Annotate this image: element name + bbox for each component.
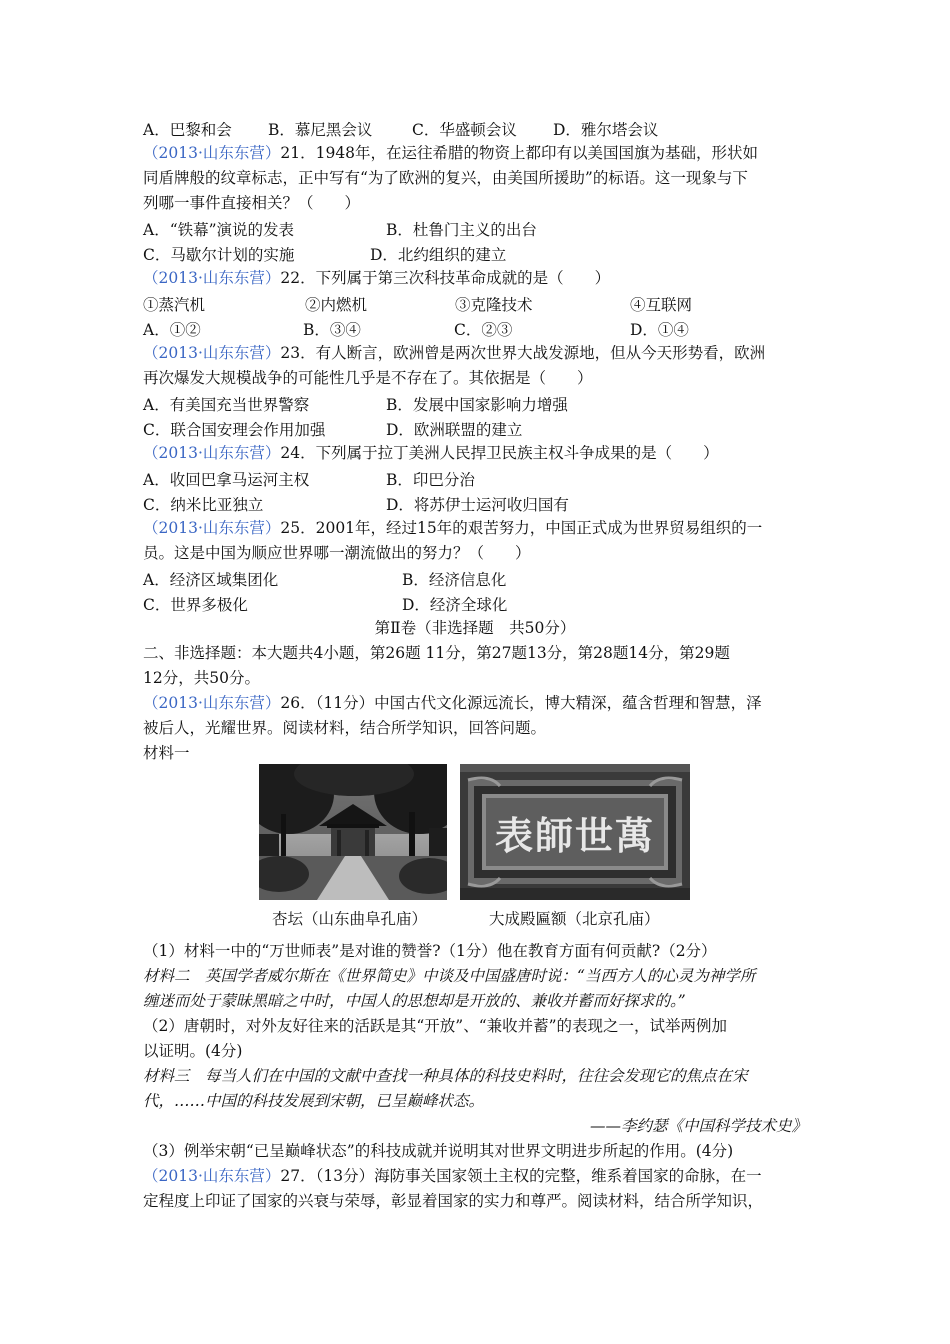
- q24-option-a: A．收回巴拿马运河主权: [143, 471, 310, 489]
- q20-option-c: C．华盛顿会议: [412, 121, 517, 139]
- q22-item-3: ③克隆技术: [455, 296, 533, 314]
- q26-question-3: （3）例举宋朝“已呈巅峰状态”的科技成就并说明其对世界文明进步所起的作用。(4分): [143, 1142, 734, 1160]
- q24-option-d: D．将苏伊士运河收归国有: [386, 496, 569, 514]
- q22-item-4: ④互联网: [630, 296, 693, 314]
- q25-stem-line1: （2013·山东东营）25．2001年，经过15年的艰苦努力，中国正式成为世界贸易组织的一: [143, 519, 763, 537]
- q21-option-d: D．北约组织的建立: [370, 246, 507, 264]
- q26-source: （2013·山东东营）: [143, 694, 281, 712]
- section2-intro-line1: 二、非选择题：本大题共4小题，第26题 11分，第27题13分，第28题14分，第29题: [143, 644, 730, 662]
- q26-material1-label: 材料一: [143, 744, 190, 762]
- q21-source: （2013·山东东营）: [143, 144, 281, 162]
- q23-stem-line2: 再次爆发大规模战争的可能性几乎是不存在了。其依据是（ ）: [143, 369, 593, 387]
- q21-option-b: B．杜鲁门主义的出台: [386, 221, 537, 239]
- q25-option-d: D．经济全球化: [402, 596, 508, 614]
- q22-option-c: C．②③: [454, 321, 513, 339]
- section2-intro-line2: 12分，共50分。: [143, 669, 260, 687]
- q26-question-2-line1: （2）唐朝时，对外友好往来的活跃是其“开放”、“兼收并蓄”的表现之一，试举两例加: [143, 1017, 728, 1035]
- q21-stem-line1: （2013·山东东营）21．1948年，在运往希腊的物资上都印有以美国国旗为基础，形状如: [143, 144, 759, 162]
- q23-stem-line1: （2013·山东东营）23．有人断言，欧洲曾是两次世界大战发源地，但从今天形势看，欧洲: [143, 344, 766, 362]
- xingtan-photo: [259, 764, 447, 900]
- q26-material3-line1: 材料三 每当人们在中国的文献中查找一种具体的科技史料时，往往会发现它的焦点在宋: [143, 1067, 748, 1085]
- q27-stem-line1: （2013·山东东营）27．（13分）海防事关国家领土主权的完整，维系着国家的命脉，在一: [143, 1167, 762, 1185]
- q21-stem-line3: 列哪一事件直接相关？（ ）: [143, 194, 361, 212]
- q21-option-a: A．“铁幕”演说的发表: [143, 221, 295, 239]
- q24-option-b: B．印巴分治: [386, 471, 475, 489]
- q26-stem-line2: 被后人，光耀世界。阅读材料，结合所学知识，回答问题。: [143, 719, 547, 737]
- q24-stem: （2013·山东东营）24．下列属于拉丁美洲人民捍卫民族主权斗争成果的是（ ）: [143, 444, 719, 462]
- q22-option-a: A．①②: [143, 321, 201, 339]
- q23-option-b: B．发展中国家影响力增强: [386, 396, 568, 414]
- q25-source: （2013·山东东营）: [143, 519, 281, 537]
- q22-item-1: ①蒸汽机: [143, 296, 206, 314]
- q22-source: （2013·山东东营）: [143, 269, 281, 287]
- q25-option-c: C．世界多极化: [143, 596, 248, 614]
- q26-material2-line1: 材料二 英国学者威尔斯在《世界简史》中谈及中国盛唐时说：“当西方人的心灵为神学所: [143, 967, 756, 985]
- plaque-photo: [460, 764, 690, 900]
- q25-stem-line2: 员。这是中国为顺应世界哪一潮流做出的努力？（ ）: [143, 544, 531, 562]
- q26-stem-line1: （2013·山东东营）26．（11分）中国古代文化源远流长，博大精深，蕴含哲理和智慧，泽: [143, 694, 762, 712]
- q20-option-b: B．慕尼黑会议: [268, 121, 373, 139]
- section2-title: 第Ⅱ卷（非选择题 共50分）: [374, 619, 576, 637]
- q25-option-b: B．经济信息化: [402, 571, 507, 589]
- q24-option-c: C．纳米比亚独立: [143, 496, 264, 514]
- q23-option-a: A．有美国充当世界警察: [143, 396, 310, 414]
- q20-option-a: A．巴黎和会: [143, 121, 232, 139]
- plaque-text: 表師世萬: [494, 812, 655, 858]
- q27-stem-line2: 定程度上印证了国家的兴衰与荣辱，彰显着国家的实力和尊严。阅读材料，结合所学知识，: [143, 1192, 764, 1210]
- q23-source: （2013·山东东营）: [143, 344, 281, 362]
- q26-question-2-line2: 以证明。(4分): [143, 1042, 243, 1060]
- q24-source: （2013·山东东营）: [143, 444, 281, 462]
- photo1-caption: 杏坛（山东曲阜孔庙）: [272, 910, 428, 928]
- q20-option-d: D．雅尔塔会议: [553, 121, 659, 139]
- photo2-caption: 大成殿匾额（北京孔庙）: [489, 910, 660, 928]
- q22-option-d: D．①④: [630, 321, 689, 339]
- q26-question-1: （1）材料一中的“万世师表”是对谁的赞誉?（1分）他在教育方面有何贡献?（2分）: [143, 942, 717, 960]
- q21-option-c: C．马歇尔计划的实施: [143, 246, 295, 264]
- q26-material3-citation: ——李约瑟《中国科学技术史》: [589, 1117, 807, 1135]
- q22-option-b: B．③④: [303, 321, 361, 339]
- q26-material2-line2: 缠迷而处于蒙昧黑暗之中时，中国人的思想却是开放的、兼收并蓄而好探求的。”: [143, 992, 686, 1010]
- q22-item-2: ②内燃机: [305, 296, 368, 314]
- q23-option-c: C．联合国安理会作用加强: [143, 421, 326, 439]
- q22-stem: （2013·山东东营）22．下列属于第三次科技革命成就的是（ ）: [143, 269, 611, 287]
- q27-source: （2013·山东东营）: [143, 1167, 281, 1185]
- q21-stem-line2: 同盾牌般的纹章标志，正中写有“为了欧洲的复兴，由美国所援助”的标语。这一现象与下: [143, 169, 748, 187]
- q26-material3-line2: 代，……中国的科技发展到宋朝，已呈巅峰状态。: [143, 1092, 485, 1110]
- q25-option-a: A．经济区域集团化: [143, 571, 279, 589]
- q23-option-d: D．欧洲联盟的建立: [386, 421, 523, 439]
